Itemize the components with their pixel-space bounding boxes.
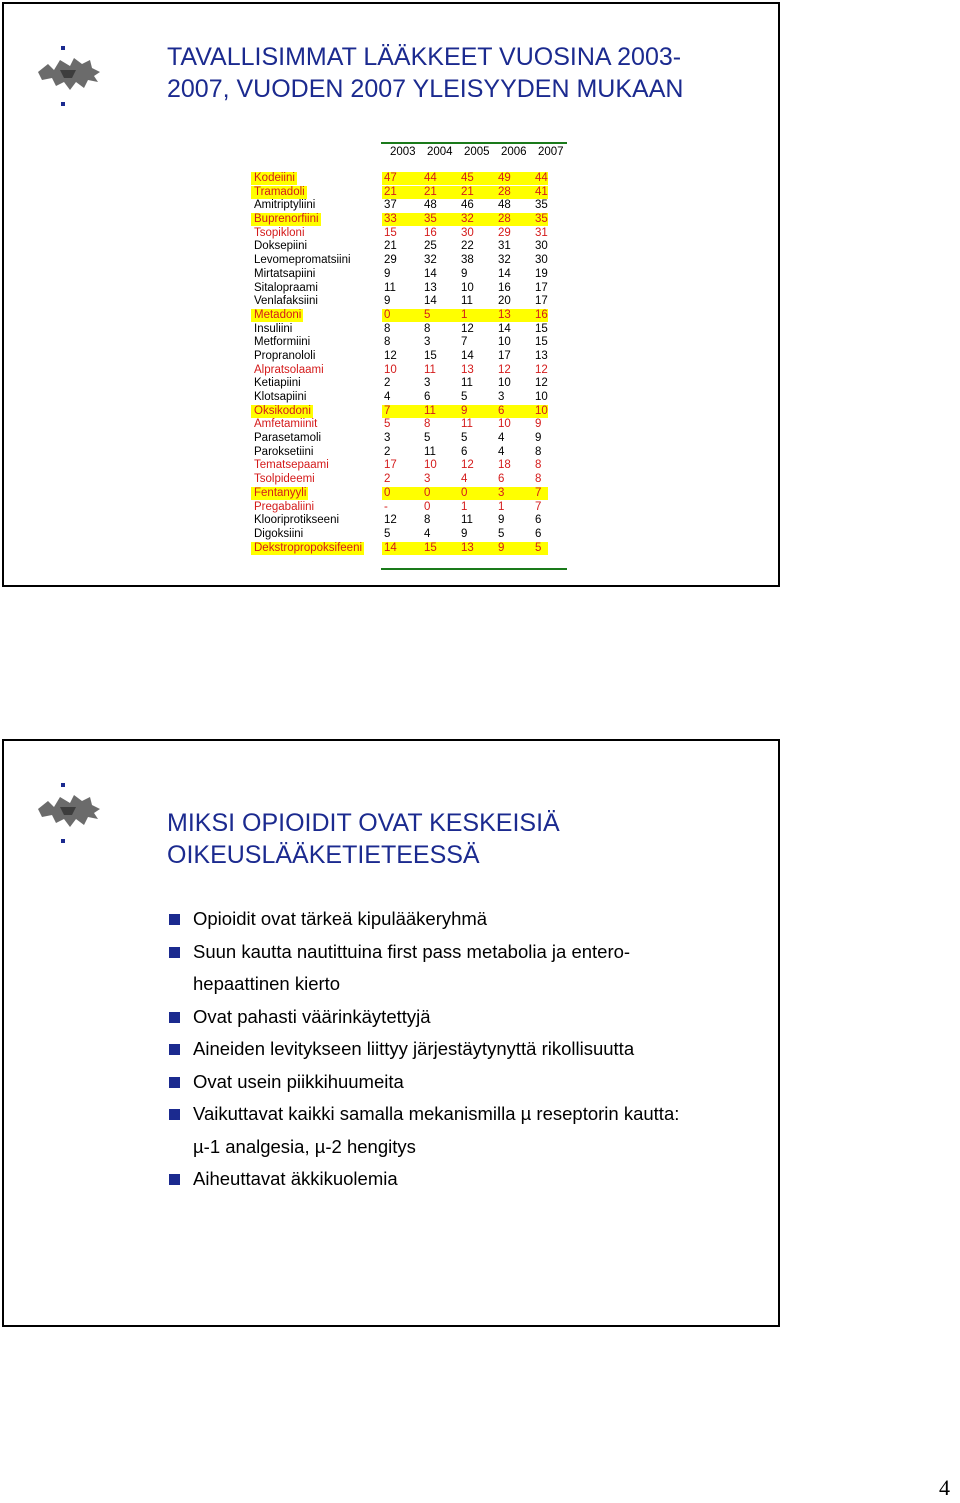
- drug-count-cell: -: [384, 500, 388, 513]
- drug-count-cell: 9: [535, 418, 542, 431]
- table-row: [251, 473, 567, 487]
- drug-name: Mirtatsapiini: [254, 267, 316, 280]
- drug-count-cell: 13: [424, 281, 437, 294]
- drug-count-cell: 0: [384, 308, 391, 321]
- drug-count-cell: 22: [461, 240, 474, 253]
- drug-count-cell: 10: [424, 459, 437, 472]
- drug-count-cell: 32: [424, 254, 437, 267]
- drug-count-cell: 8: [384, 336, 391, 349]
- slide-opioids: [2, 739, 780, 1327]
- bullet-square-icon: [169, 1109, 180, 1120]
- drug-count-cell: 29: [384, 254, 397, 267]
- drug-count-cell: 11: [461, 514, 473, 527]
- table-header-row: [251, 146, 567, 162]
- bullet-text: Suun kautta nautittuina first pass metabolia ja entero-: [193, 940, 631, 962]
- drug-count-cell: 46: [461, 199, 474, 212]
- drug-count-cell: 7: [535, 486, 542, 499]
- drug-count-cell: 35: [535, 213, 548, 226]
- drug-count-cell: 14: [384, 541, 397, 554]
- drug-count-cell: 6: [498, 404, 505, 417]
- slide-drug-table: [2, 2, 780, 587]
- drug-count-cell: 11: [461, 295, 473, 308]
- drug-name: Doksepiini: [254, 240, 308, 253]
- drug-count-cell: 13: [535, 349, 548, 362]
- drug-name: Venlafaksiini: [254, 295, 318, 308]
- bullet-text: µ-1 analgesia, µ-2 hengitys: [193, 1135, 416, 1157]
- drug-count-cell: 3: [498, 391, 505, 403]
- table-row: [251, 528, 567, 542]
- drug-count-cell: 12: [384, 349, 397, 362]
- drug-count-cell: 11: [461, 418, 473, 431]
- bullet-square-icon: [169, 1044, 180, 1055]
- drug-count-cell: 28: [498, 185, 511, 198]
- table-row: [251, 487, 567, 501]
- drug-count-cell: 2: [384, 473, 391, 486]
- drug-count-cell: 48: [498, 199, 511, 212]
- drug-count-cell: 41: [535, 185, 548, 198]
- bullet-item: [167, 903, 767, 936]
- table-row: [251, 446, 567, 460]
- drug-count-cell: 14: [424, 295, 437, 308]
- table-row: [251, 323, 567, 337]
- drug-count-cell: 15: [535, 322, 548, 335]
- drug-count-cell: 10: [461, 281, 474, 294]
- year-header: 2003: [390, 146, 416, 158]
- drug-count-cell: 18: [498, 459, 511, 472]
- drug-name: Paroksetiini: [254, 445, 314, 458]
- drug-count-cell: 21: [461, 185, 474, 198]
- drug-count-cell: 9: [535, 432, 542, 445]
- bullet-text: Opioidit ovat tärkeä kipulääkeryhmä: [193, 908, 488, 929]
- bullet-square-icon: [169, 1012, 180, 1023]
- drug-count-cell: 15: [535, 336, 548, 349]
- drug-count-cell: 3: [498, 486, 505, 499]
- drug-count-cell: 10: [535, 404, 548, 417]
- year-header: 2007: [538, 146, 564, 158]
- drug-name: Digoksiini: [254, 527, 304, 540]
- drug-count-cell: 4: [498, 432, 505, 445]
- drug-count-cell: 15: [424, 349, 437, 362]
- drug-name: Tsopikloni: [254, 226, 305, 239]
- drug-count-cell: 12: [535, 377, 548, 390]
- bullet-item: [167, 1098, 767, 1131]
- drug-count-cell: 16: [498, 281, 511, 294]
- drug-name: Parasetamoli: [254, 432, 322, 445]
- drug-count-cell: 6: [461, 445, 468, 458]
- table-row: [251, 213, 567, 227]
- drug-name: Metformiini: [254, 336, 311, 349]
- drug-count-cell: 48: [424, 199, 437, 212]
- drug-count-cell: 15: [384, 226, 397, 239]
- drug-count-cell: 17: [498, 349, 511, 362]
- bullet-item: [167, 1033, 767, 1066]
- drug-count-cell: 5: [424, 432, 431, 445]
- drug-name: Oksikodoni: [251, 405, 313, 418]
- drug-count-cell: 4: [384, 391, 391, 403]
- drug-count-cell: 6: [535, 514, 542, 527]
- drug-count-cell: 20: [498, 295, 511, 308]
- drug-count-cell: 31: [535, 226, 548, 239]
- bullet-text: Vaikuttavat kaikki samalla mekanismilla µ reseptorin kautta:: [193, 1103, 680, 1124]
- drug-count-cell: 9: [461, 527, 468, 540]
- drug-count-cell: 44: [535, 172, 548, 184]
- bullet-list: [167, 903, 767, 1196]
- bullet-text: Ovat pahasti väärinkäytettyjä: [193, 1005, 431, 1027]
- drug-name: Klotsapiini: [254, 391, 307, 403]
- drug-count-cell: 25: [424, 240, 437, 253]
- drug-count-cell: 10: [384, 363, 397, 376]
- drug-count-cell: 11: [384, 281, 396, 294]
- drug-count-cell: 30: [535, 254, 548, 267]
- table-row: [251, 295, 567, 309]
- drug-count-cell: 45: [461, 172, 474, 184]
- drug-count-cell: 17: [535, 295, 548, 308]
- drug-count-cell: 2: [384, 377, 391, 390]
- drug-count-cell: 8: [384, 322, 391, 335]
- drug-count-cell: 31: [498, 240, 511, 253]
- page-number: 4: [939, 1475, 950, 1500]
- drug-count-cell: 0: [424, 486, 431, 499]
- drug-count-cell: 14: [498, 267, 511, 280]
- drug-count-cell: 3: [424, 377, 431, 390]
- drug-count-cell: 3: [424, 473, 431, 486]
- table-row: [251, 377, 567, 391]
- drug-name: Buprenorfiini: [251, 213, 321, 226]
- drug-count-cell: 4: [498, 445, 505, 458]
- drug-count-cell: 38: [461, 254, 474, 267]
- drug-name: Ketiapiini: [254, 377, 301, 390]
- bullet-continuation: [167, 1131, 767, 1164]
- drug-count-cell: 8: [535, 473, 542, 486]
- drug-count-cell: 1: [461, 500, 468, 513]
- table-row: [251, 350, 567, 364]
- drug-name: Sitalopraami: [254, 281, 318, 294]
- table-row: [251, 364, 567, 378]
- drug-count-cell: 6: [498, 473, 505, 486]
- bullet-text: Ovat usein piikkihuumeita: [193, 1070, 404, 1092]
- drug-count-cell: 19: [535, 267, 548, 280]
- drug-name: Fentanyyli: [251, 487, 308, 500]
- table-row: [251, 186, 567, 200]
- bullet-item: [167, 1001, 767, 1034]
- bullet-item: [167, 1066, 767, 1099]
- drug-count-cell: 13: [461, 363, 474, 376]
- drug-count-cell: 32: [461, 213, 474, 226]
- drug-count-cell: 14: [424, 267, 437, 280]
- drug-count-cell: 9: [384, 267, 391, 280]
- year-header: 2004: [427, 146, 453, 158]
- drug-count-cell: 16: [424, 226, 437, 239]
- drug-name: Pregabaliini: [254, 500, 315, 513]
- table-row: [251, 227, 567, 241]
- drug-name: Alpratsolaami: [254, 363, 324, 376]
- drug-count-cell: 13: [498, 308, 511, 321]
- drug-count-cell: 14: [461, 349, 474, 362]
- drug-count-cell: 8: [424, 514, 431, 527]
- drug-name: Tramadoli: [251, 186, 307, 199]
- table-body: [251, 172, 567, 555]
- bullet-square-icon: [169, 914, 180, 925]
- drug-count-cell: 12: [384, 514, 397, 527]
- drug-count-cell: 35: [424, 213, 437, 226]
- drug-count-cell: 16: [535, 308, 548, 321]
- drug-name: Metadoni: [251, 309, 303, 322]
- drug-name: Tematsepaami: [254, 459, 329, 472]
- table-row: [251, 172, 567, 186]
- table-row: [251, 309, 567, 323]
- table-bottom-rule: [381, 568, 567, 570]
- drug-count-cell: 9: [498, 541, 505, 554]
- drug-count-cell: 4: [461, 473, 468, 486]
- drug-count-cell: 29: [498, 226, 511, 239]
- title-line-1: TAVALLISIMMAT LÄÄKKEET VUOSINA 2003-: [167, 43, 682, 71]
- drug-count-cell: 30: [461, 226, 474, 239]
- bullet-text: Aineiden levitykseen liittyy järjestäytynyttä rikollisuutta: [193, 1038, 635, 1059]
- university-logo-icon: [30, 781, 110, 851]
- title-line-2: 2007, VUODEN 2007 YLEISYYDEN MUKAAN: [167, 75, 684, 103]
- bullet-continuation: [167, 968, 767, 1001]
- drug-count-cell: 49: [498, 172, 511, 184]
- drug-count-cell: 8: [535, 445, 542, 458]
- drug-count-cell: 5: [384, 527, 391, 540]
- drug-count-cell: 10: [535, 391, 548, 403]
- drug-count-cell: 6: [424, 391, 431, 403]
- drug-count-cell: 10: [498, 418, 511, 431]
- drug-count-cell: 17: [535, 281, 548, 294]
- drug-count-cell: 13: [461, 541, 474, 554]
- university-logo-icon: [30, 44, 110, 114]
- bullet-square-icon: [169, 1077, 180, 1088]
- drug-count-cell: 15: [424, 541, 437, 554]
- table-row: [251, 501, 567, 515]
- drug-count-cell: 5: [461, 391, 468, 403]
- table-row: [251, 542, 567, 556]
- drug-count-cell: 35: [535, 199, 548, 212]
- drug-count-cell: 44: [424, 172, 437, 184]
- drug-count-cell: 8: [424, 418, 431, 431]
- table-row: [251, 391, 567, 405]
- drug-name: Propranololi: [254, 349, 316, 362]
- table-row: [251, 254, 567, 268]
- table-top-rule: [381, 142, 567, 144]
- title-line-1: MIKSI OPIOIDIT OVAT KESKEISIÄ: [167, 809, 560, 837]
- drug-count-cell: 10: [498, 377, 511, 390]
- drug-count-cell: 5: [498, 527, 505, 540]
- drug-count-cell: 5: [535, 541, 542, 554]
- table-row: [251, 282, 567, 296]
- drug-count-cell: 10: [498, 336, 511, 349]
- slide-title: [167, 807, 757, 871]
- drug-count-cell: 9: [498, 514, 505, 527]
- drug-count-cell: 28: [498, 213, 511, 226]
- drug-count-cell: 2: [384, 445, 391, 458]
- drug-count-cell: 14: [498, 322, 511, 335]
- drug-count-cell: 32: [498, 254, 511, 267]
- table-row: [251, 268, 567, 282]
- drug-count-cell: 11: [424, 404, 436, 417]
- drug-count-cell: 9: [461, 267, 468, 280]
- drug-count-cell: 11: [424, 445, 436, 458]
- table-row: [251, 336, 567, 350]
- year-header: 2006: [501, 146, 527, 158]
- bullet-square-icon: [169, 947, 180, 958]
- table-row: [251, 459, 567, 473]
- drug-count-cell: 12: [535, 363, 548, 376]
- drug-count-cell: 7: [384, 404, 391, 417]
- drug-count-cell: 8: [535, 459, 542, 472]
- drug-name: Tsolpideemi: [254, 473, 315, 486]
- drug-name: Levomepromatsiini: [254, 254, 351, 267]
- drug-count-cell: 8: [424, 322, 431, 335]
- table-row: [251, 240, 567, 254]
- drug-name: Dekstropropoksifeeni: [251, 542, 364, 555]
- drug-count-cell: 1: [498, 500, 505, 513]
- title-line-2: OIKEUSLÄÄKETIETEESSÄ: [167, 841, 480, 869]
- drug-count-cell: 21: [384, 240, 397, 253]
- drug-name: Insuliini: [254, 322, 293, 335]
- drug-count-cell: 3: [424, 336, 431, 349]
- drug-count-cell: 47: [384, 172, 397, 184]
- drug-count-cell: 33: [384, 213, 397, 226]
- bullet-text: Aiheuttavat äkkikuolemia: [193, 1168, 398, 1189]
- drug-count-cell: 5: [384, 418, 391, 431]
- bullet-square-icon: [169, 1174, 180, 1185]
- drug-count-cell: 21: [384, 185, 397, 198]
- drug-name: Amfetamiinit: [254, 418, 318, 431]
- table-row: [251, 418, 567, 432]
- drug-count-cell: 12: [461, 459, 474, 472]
- drug-count-cell: 21: [424, 185, 437, 198]
- table-row: [251, 405, 567, 419]
- drug-name: Amitriptyliini: [254, 199, 316, 212]
- drug-count-cell: 5: [461, 432, 468, 445]
- drug-name: Kodeiini: [251, 172, 297, 185]
- drug-count-cell: 1: [461, 308, 468, 321]
- drug-count-cell: 37: [384, 199, 397, 212]
- slide-title: [167, 41, 757, 105]
- drug-count-cell: 7: [461, 336, 468, 349]
- drug-count-cell: 0: [461, 486, 468, 499]
- bullet-text: hepaattinen kierto: [193, 973, 341, 994]
- drug-count-cell: 3: [384, 432, 391, 445]
- drug-count-cell: 9: [384, 295, 391, 308]
- table-row: [251, 432, 567, 446]
- year-header: 2005: [464, 146, 490, 158]
- drug-count-cell: 6: [535, 527, 542, 540]
- drug-count-cell: 9: [461, 404, 468, 417]
- drug-count-cell: 17: [384, 459, 397, 472]
- drug-count-cell: 30: [535, 240, 548, 253]
- table-row: [251, 199, 567, 213]
- drug-count-cell: 11: [424, 363, 436, 376]
- bullet-item: [167, 1163, 767, 1196]
- drug-count-cell: 0: [384, 486, 391, 499]
- drug-count-cell: 7: [535, 500, 542, 513]
- drug-count-cell: 12: [461, 322, 474, 335]
- drug-name: Klooriprotikseeni: [254, 514, 340, 527]
- drug-count-cell: 0: [424, 500, 431, 513]
- drug-count-cell: 11: [461, 377, 473, 390]
- drug-count-cell: 4: [424, 527, 431, 540]
- drug-count-cell: 5: [424, 308, 431, 321]
- drug-count-cell: 12: [498, 363, 511, 376]
- table-row: [251, 514, 567, 528]
- bullet-item: [167, 936, 767, 969]
